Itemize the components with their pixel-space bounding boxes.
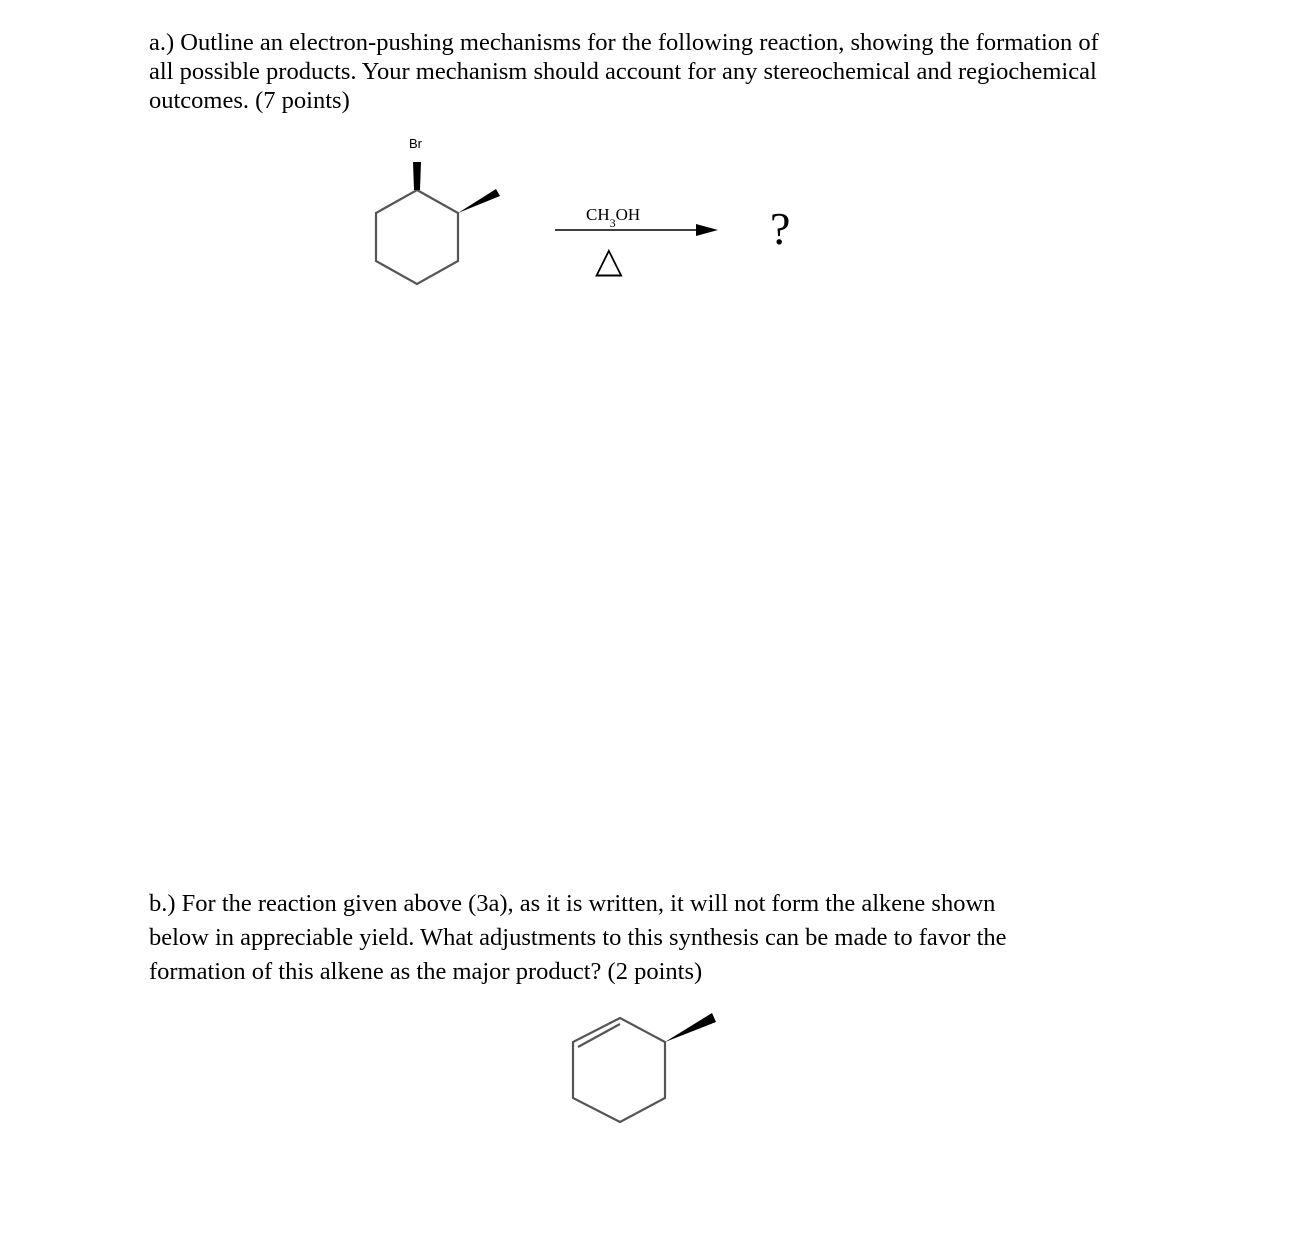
heat-triangle-icon: △ [595, 240, 623, 281]
bromine-label: Br [409, 136, 422, 151]
wedge-bond-br [413, 162, 421, 190]
cyclohexane-ring [376, 190, 458, 284]
product-placeholder: ? [770, 203, 791, 254]
starting-material-structure [376, 190, 458, 284]
cyclohexene-ring [573, 1018, 665, 1122]
reaction-arrow [555, 224, 718, 236]
wedge-bond-methyl [458, 189, 500, 213]
part-a-question: a.) Outline an electron-pushing mechanisms for the following reaction, showing the formation of all possible products. Your mechanism should account for any stereochemical and regiochemical outcomes. (7 points) [149, 29, 1099, 114]
reagent-label: $CH_3OH$ [586, 205, 641, 230]
part-b-question: b.) For the reaction given above (3a), as it is written, it will not form the alkene shown below in appreciable yield. What adjustments to this synthesis can be made to favor the formation of this alkene as the major product? (2 points) [149, 890, 1007, 985]
alkene-structure [573, 1018, 665, 1122]
wedge-bond-methyl-alkene [665, 1013, 716, 1042]
